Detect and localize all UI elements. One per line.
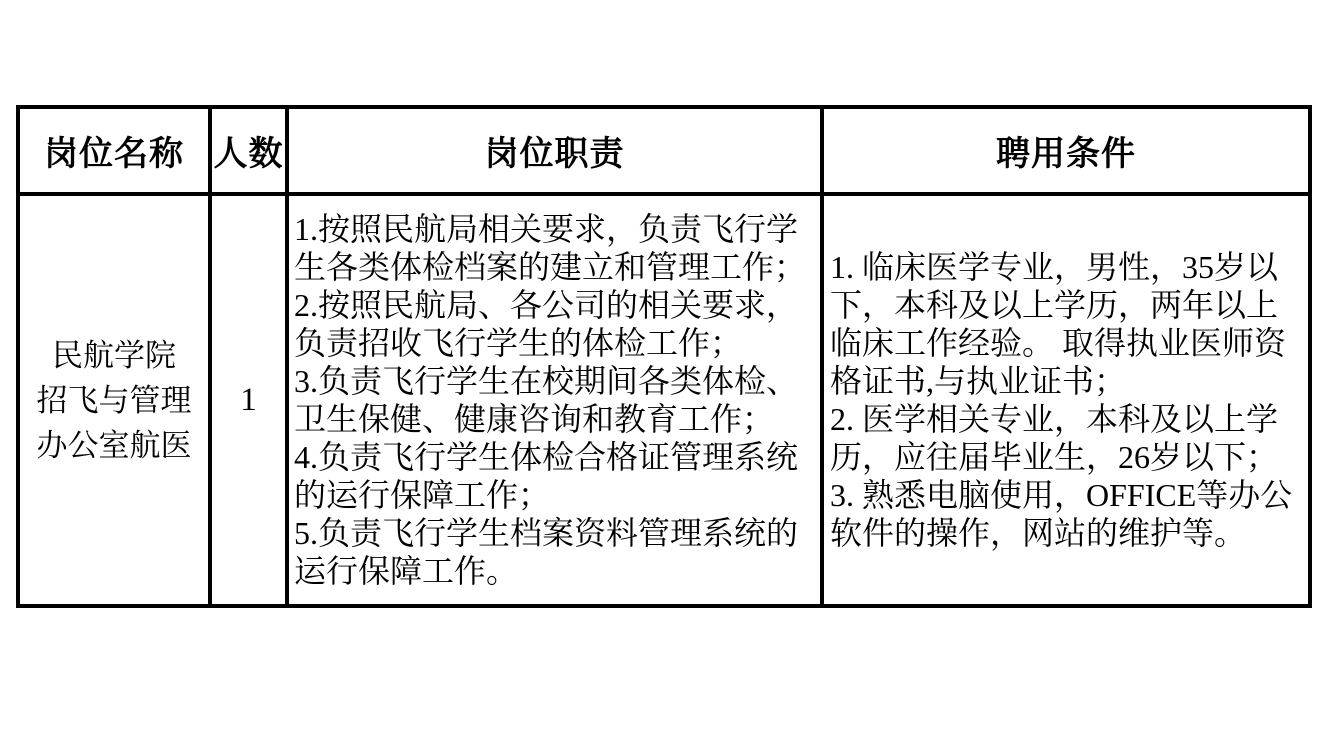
- header-duties: 岗位职责: [289, 109, 820, 192]
- header-conditions: 聘用条件: [824, 109, 1308, 192]
- duty-item-4: 4.负责飞行学生体检合格证管理系统的运行保障工作；: [294, 439, 799, 513]
- cell-headcount: 1: [212, 196, 285, 604]
- duty-item-2: 2.按照民航局、各公司的相关要求，负责招收飞行学生的体检工作；: [294, 287, 799, 361]
- duty-item-3: 3.负责飞行学生在校期间各类体检、卫生保健、健康咨询和教育工作；: [294, 363, 799, 437]
- cell-duties: [289, 196, 820, 604]
- position-name-line-1: 民航学院: [52, 337, 176, 373]
- header-position-name: 岗位名称: [20, 109, 208, 192]
- condition-item-3: 3. 熟悉电脑使用，OFFICE等办公软件的操作，网站的维护等。: [830, 477, 1293, 551]
- header-headcount: 人数: [212, 109, 285, 192]
- duty-item-1: 1.按照民航局相关要求，负责飞行学生各类体检档案的建立和管理工作；: [294, 211, 807, 285]
- duty-item-5: 5.负责飞行学生档案资料管理系统的运行保障工作。: [294, 515, 799, 589]
- cell-conditions: [824, 196, 1308, 604]
- condition-item-2: 2. 医学相关专业，本科及以上学历，应往届毕业生，26岁以下；: [830, 401, 1279, 475]
- position-name-line-3: 办公室航医: [36, 427, 192, 463]
- cell-position-name: [20, 196, 208, 604]
- job-posting-table: [16, 105, 1312, 608]
- position-name-line-2: 招飞与管理: [36, 382, 192, 418]
- condition-item-1: 1. 临床医学专业，男性，35岁以下，本科及以上学历，两年以上临床工作经验。 取得执业医师资格证书,与执业证书；: [830, 249, 1287, 399]
